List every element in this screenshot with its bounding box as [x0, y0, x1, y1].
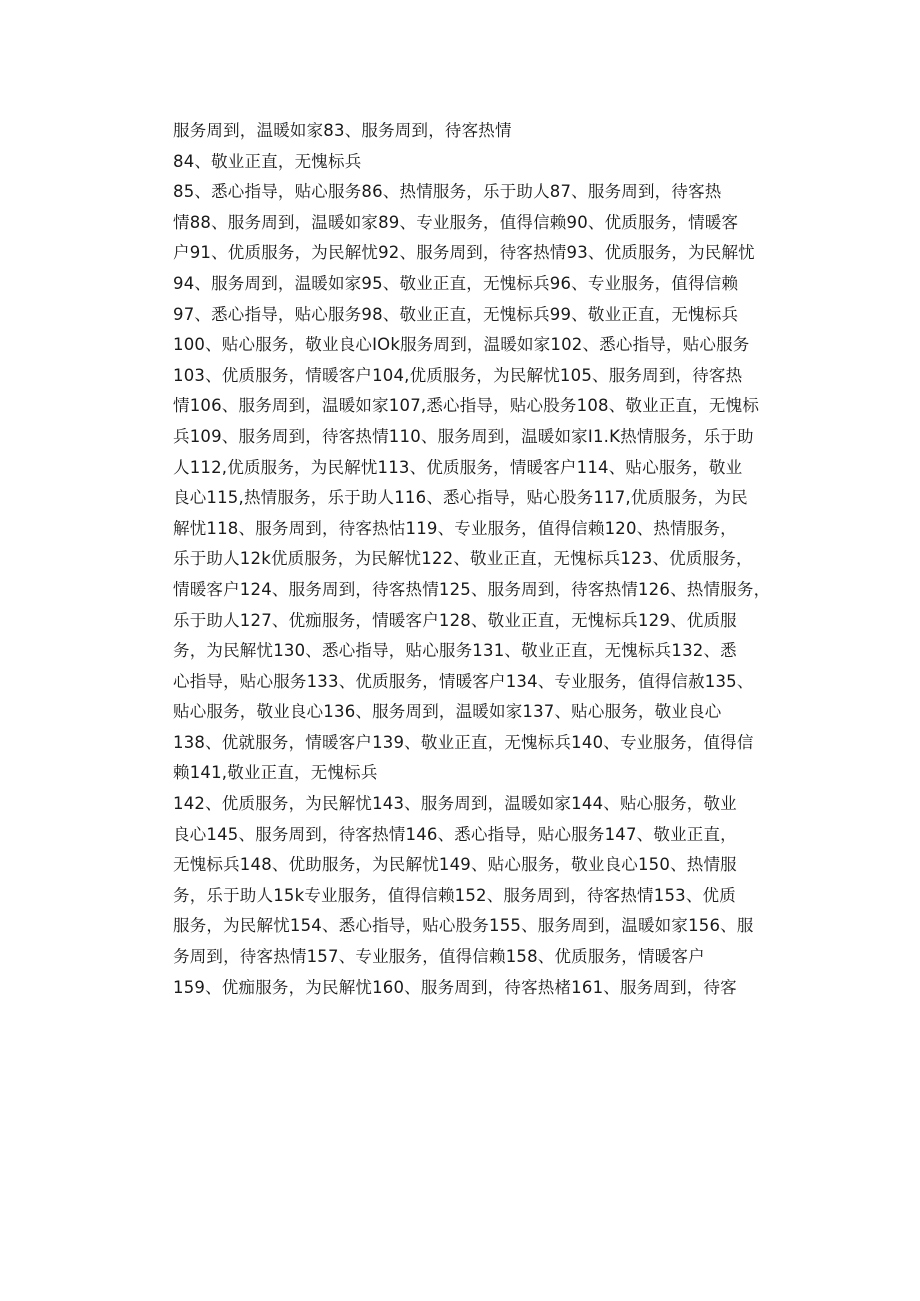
text-line: 103、优质服务，情暖客户104,优质服务，为民解忧105、服务周到，待客热: [173, 365, 743, 385]
text-line: 94、服务周到，温暖如家95、敬业正直，无愧标兵96、专业服务，值得信赖: [173, 273, 739, 293]
text-line: 务，为民解忧130、悉心指导，贴心服务131、敬业正直，无愧标兵132、悉: [173, 641, 737, 661]
text-line: 赖141,敬业正直，无愧标兵: [173, 763, 378, 783]
text-line: 无愧标兵148、优助服务，为民解忧149、贴心服务，敬业良心150、热情服: [173, 855, 737, 875]
text-line: 务周到，待客热情157、专业服务，值得信赖158、优质服务，情暖客户: [173, 947, 705, 967]
text-line: 乐于助人127、优痂服务，情暖客户128、敬业正直，无愧标兵129、优质服: [173, 610, 737, 630]
document-body: [173, 116, 783, 1003]
text-line: 97、悉心指导，贴心服务98、敬业正直，无愧标兵99、敬业正直，无愧标兵: [173, 304, 739, 324]
text-line: 贴心服务，敬业良心136、服务周到，温暖如家137、贴心服务，敬业良心: [173, 702, 722, 722]
text-line: 兵109、服务周到，待客热情110、服务周到，温暖如家I1.K热情服务，乐于助: [173, 426, 754, 446]
text-line: 心指导，贴心服务133、优质服务，情暖客户134、专业服务，值得信赦135、: [173, 671, 754, 691]
text-line: 情88、服务周到，温暖如家89、专业服务，值得信赖90、优质服务，情暖客: [173, 212, 739, 232]
text-line: 解忧118、服务周到，待客热怙119、专业服务，值得信赖120、热情服务，: [173, 518, 737, 538]
text-line: 100、贴心服务，敬业良心IOk服务周到，温暖如家102、悉心指导，贴心服务: [173, 335, 750, 355]
text-line: 85、悉心指导，贴心服务86、热情服务，乐于助人87、服务周到，待客热: [173, 182, 722, 202]
text-line: 良心145、服务周到，待客热情146、悉心指导，贴心服务147、敬业正直，: [173, 824, 737, 844]
text-line: 情106、服务周到，温暖如家107,悉心指导，贴心股务108、敬业正直，无愧标: [173, 396, 760, 416]
text-line: 服务周到，温暖如家83、服务周到，待客热情: [173, 121, 512, 140]
text-line: 84、敬业正直，无愧标兵: [173, 151, 362, 171]
text-line: 务，乐于助人15k专业服务，值得信赖152、服务周到，待客热情153、优质: [173, 885, 736, 905]
text-line: 情暖客户124、服务周到，待客热情125、服务周到，待客热情126、热情服务，: [173, 579, 771, 599]
text-line: 户91、优质服务，为民解忧92、服务周到，待客热情93、优质服务，为民解忧: [173, 243, 755, 263]
text-line: 159、优痂服务，为民解忧160、服务周到，待客热楮161、服务周到，待客: [173, 977, 737, 997]
text-line: 138、优就服务，情暖客户139、敬业正直，无愧标兵140、专业服务，值得信: [173, 732, 754, 752]
text-line: 良心115,热情服务，乐于助人116、悉心指导，贴心股务117,优质服务，为民: [173, 488, 748, 508]
text-line: 乐于助人12k优质服务，为民解忧122、敬业正直，无愧标兵123、优质服务，: [173, 549, 753, 569]
text-line: 人112,优质服务，为民解忧113、优质服务，情暖客户114、贴心服务，敬业: [173, 457, 743, 477]
text-line: 服务，为民解忧154、悉心指导，贴心股务155、服务周到，温暖如家156、服: [173, 916, 754, 936]
text-line: 142、优质服务，为民解忧143、服务周到，温暖如家144、贴心服务，敬业: [173, 794, 737, 814]
